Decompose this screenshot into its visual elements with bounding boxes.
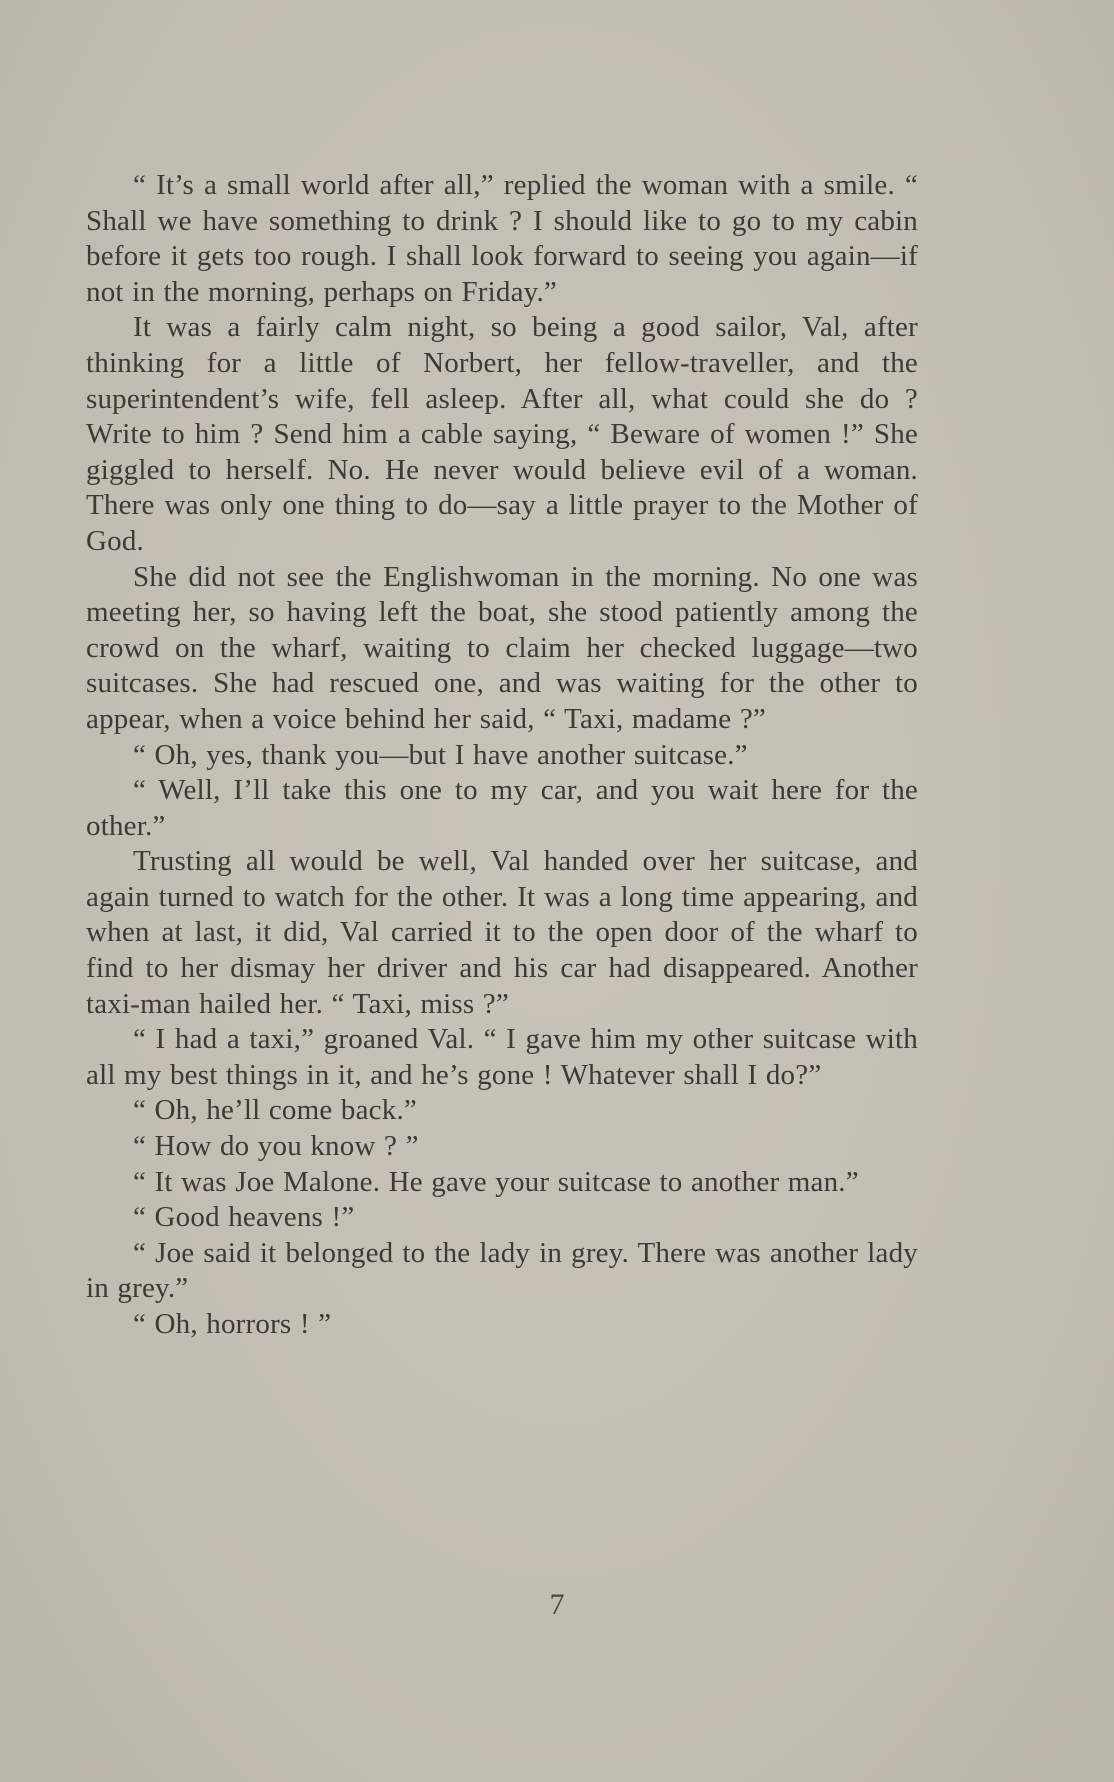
paragraph: “ It was Joe Malone. He gave your suitcase to another man.” <box>133 1165 859 1198</box>
paragraph: “ It’s a small world after all,” replied the woman with a smile. “ Shall we have something to drink ? I should like to go to my cabin before it gets too rough. I shall look forward to seeing you again—if not in the morning, perhaps on Friday.” <box>86 169 918 308</box>
paragraph: She did not see the Englishwoman in the morning. No one was meeting her, so having left the boat, she stood patiently among the crowd on the wharf, waiting to claim her checked luggage—two suitcases. She had rescued one, and was waiting for the other to appear, when a voice behind her said, “ Taxi, madame ?” <box>86 560 918 735</box>
paragraph: “ Joe said it belonged to the lady in grey. There was another lady in grey.” <box>86 1236 918 1305</box>
page-number: 7 <box>549 1588 565 1621</box>
paragraph: “ Oh, horrors ! ” <box>133 1308 332 1340</box>
paragraph: “ Oh, he’ll come back.” <box>133 1094 417 1127</box>
paragraph: Trusting all would be well, Val handed over her suitcase, and again turned to watch for the other. It was a long time appearing, and when at last, it did, Val carried it to the open door of the wharf to find to her dismay her driver and his car had disappeared. Another taxi-man hailed her. “ Taxi, miss ?” <box>86 845 918 1020</box>
body-text <box>86 168 918 1343</box>
paragraph: “ Oh, yes, thank you—but I have another suitcase.” <box>133 738 748 771</box>
paragraph: “ How do you know ? ” <box>133 1130 419 1163</box>
paragraph: “ Well, I’ll take this one to my car, and you wait here for the other.” <box>86 774 918 842</box>
paragraph: “ Good heavens !” <box>133 1201 355 1234</box>
paragraph: It was a fairly calm night, so being a good sailor, Val, after thinking for a little of Norbert, her fellow-traveller, and the superintendent’s wife, fell asleep. After all, what could she do ? Write to him ? Send him a cable saying, “ Beware of women !” She giggled to herself. No. He never would believe evil of a woman. There was only one thing to do—say a little prayer to the Mother of God. <box>86 311 918 557</box>
paragraph: “ I had a taxi,” groaned Val. “ I gave him my other suitcase with all my best things in it, and he’s gone ! Whatever shall I do?” <box>86 1023 918 1091</box>
